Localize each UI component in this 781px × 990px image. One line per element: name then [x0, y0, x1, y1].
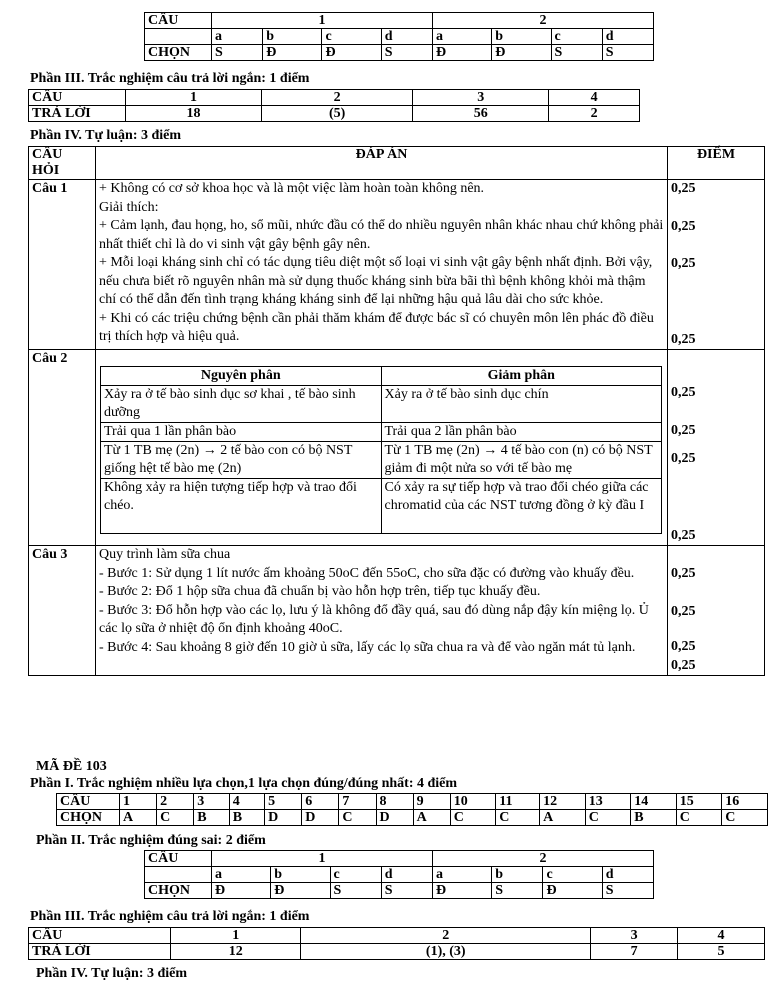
tf-header-2: 2: [432, 851, 653, 867]
score: 0,25: [671, 256, 696, 271]
score: 0,25: [671, 566, 696, 581]
part4-heading: Phần IV. Tự luận: 3 điểm: [30, 128, 182, 143]
p3b-header: 4: [678, 928, 765, 944]
p1-number: 5: [265, 794, 302, 810]
p1-number: 4: [229, 794, 264, 810]
q3-scores: [668, 546, 765, 676]
p3b-header: CÂU: [29, 928, 171, 944]
p1-number: 2: [157, 794, 194, 810]
tf-row-label: CHỌN: [145, 883, 212, 899]
tf-col: d: [381, 29, 432, 45]
tf-answer: Đ: [543, 883, 602, 899]
tf-col: a: [212, 867, 271, 883]
p3-header: 1: [126, 90, 262, 106]
essay-table: [28, 146, 765, 676]
p3-row-label: TRẢ LỜI: [29, 106, 126, 122]
essay-header-cau: CÂU HỎI: [29, 147, 96, 180]
q1-line: + Khi có các triệu chứng bệnh cần phải thăm khám để được bác sĩ có chuyên môn lên phác đồ điều trị thích hợp và hiệu quả.: [99, 310, 654, 344]
p3-answer: 2: [549, 106, 640, 122]
tf-col: a: [212, 29, 263, 45]
tf-col: c: [330, 867, 381, 883]
tf-col: a: [432, 29, 491, 45]
p1-answer: D: [265, 810, 302, 826]
tf-answer: S: [330, 883, 381, 899]
tf-answer: Đ: [492, 45, 551, 61]
p1-number: 8: [376, 794, 413, 810]
p1-number: 9: [413, 794, 450, 810]
p1-answer: C: [585, 810, 631, 826]
p3b-answer: 12: [171, 944, 301, 960]
p1-answer: B: [631, 810, 677, 826]
tf-col: b: [263, 29, 322, 45]
q1-line: Giải thích:: [99, 199, 159, 215]
score: 0,25: [671, 639, 696, 654]
score: 0,25: [671, 422, 696, 438]
p1-number: 14: [631, 794, 677, 810]
p1-answer: B: [194, 810, 229, 826]
p1-answer: B: [229, 810, 264, 826]
compare-cell: Từ 1 TB mẹ (2n) → 4 tế bào con (n) có bộ NST giảm đi một nửa so với tế bào mẹ: [381, 442, 662, 479]
p1-answer: A: [413, 810, 450, 826]
p1-number: 7: [339, 794, 376, 810]
tf-col: b: [271, 867, 330, 883]
p1-row-label: CHỌN: [57, 810, 120, 826]
p1-answer: A: [540, 810, 586, 826]
tf-col: c: [543, 867, 602, 883]
tf-header-cau: CÂU: [145, 13, 212, 29]
q1-scores: [668, 180, 765, 350]
top-tf-table: [144, 12, 654, 61]
tf-answer: Đ: [432, 45, 491, 61]
tf-blank: [145, 29, 212, 45]
p3-header: 3: [413, 90, 549, 106]
p1-number: 1: [120, 794, 157, 810]
p1-number: 12: [540, 794, 586, 810]
tf-answer: S: [602, 45, 653, 61]
p1-number: 3: [194, 794, 229, 810]
p3-answer: 56: [413, 106, 549, 122]
q3-line: - Bước 3: Đổ hỗn hợp vào các lọ, lưu ý là không đổ đầy quá, sau đó dùng nắp đậy kín miệng lọ. Ủ các lọ sữa ở nhiệt độ ổn định khoảng 40oC.: [99, 602, 649, 636]
tf-header-cau: CÂU: [145, 851, 212, 867]
part4b-heading: Phần IV. Tự luận: 3 điểm: [36, 966, 188, 981]
p3-header: CÂU: [29, 90, 126, 106]
tf-col: d: [381, 867, 432, 883]
p1-answer: C: [339, 810, 376, 826]
tf-col: c: [322, 29, 381, 45]
p3b-answer: (1), (3): [301, 944, 591, 960]
tf-answer: S: [551, 45, 602, 61]
tf-header-1: 1: [212, 13, 433, 29]
tf-col: b: [492, 867, 543, 883]
p1-number: 11: [496, 794, 540, 810]
part1-heading: Phần I. Trắc nghiệm nhiều lựa chọn,1 lựa chọn đúng/đúng nhất: 4 điểm: [30, 776, 458, 791]
tf-answer: S: [602, 883, 653, 899]
tf-col: d: [602, 867, 653, 883]
p3b-header: 1: [171, 928, 301, 944]
tf-answer: Đ: [212, 883, 271, 899]
q2-answer: [96, 350, 668, 546]
p3b-answer: 7: [591, 944, 678, 960]
q3-line: - Bước 1: Sử dụng 1 lít nước ấm khoảng 50oC đến 55oC, cho sữa đặc có đường vào khuấy đều.: [99, 565, 635, 581]
p1-answer: C: [496, 810, 540, 826]
tf-answer: S: [492, 883, 543, 899]
tf-header-2: 2: [432, 13, 653, 29]
p1-answer: C: [676, 810, 722, 826]
q2-label: Câu 2: [29, 350, 96, 546]
score: 0,25: [671, 181, 696, 196]
p1-answer: D: [302, 810, 339, 826]
part1-table: [56, 793, 768, 826]
score: 0,25: [671, 385, 696, 400]
compare-cell: Từ 1 TB mẹ (2n) → 2 tế bào con có bộ NST giống hệt tế bào mẹ (2n): [101, 442, 382, 479]
part3b-table: [28, 927, 765, 960]
q2-scores: [668, 350, 765, 546]
part3b-heading: Phần III. Trắc nghiệm câu trả lời ngắn: 1 điểm: [30, 909, 310, 924]
compare-cell: Xảy ra ở tế bào sinh dục chín: [381, 386, 662, 423]
tf-col: d: [602, 29, 653, 45]
score: 0,25: [671, 451, 696, 466]
q1-line: + Cảm lạnh, đau họng, ho, sổ mũi, nhức đầu có thể do nhiều nguyên nhân khác nhau chứ không phải nhất thiết chỉ là do vi sinh vật gây bệnh gây nên.: [99, 218, 664, 252]
q1-answer: [96, 180, 668, 350]
essay-header-diem: ĐIỂM: [668, 147, 765, 180]
p3b-header: 3: [591, 928, 678, 944]
score: 0,25: [671, 218, 696, 234]
compare-cell: Có xảy ra sự tiếp hợp và trao đổi chéo giữa các chromatid của các NST tương đồng ở kỳ đầu I: [381, 479, 662, 534]
p1-number: 15: [676, 794, 722, 810]
tf-answer: Đ: [322, 45, 381, 61]
tf-blank: [145, 867, 212, 883]
p3b-row-label: TRẢ LỜI: [29, 944, 171, 960]
q1-label: Câu 1: [29, 180, 96, 350]
p3b-answer: 5: [678, 944, 765, 960]
p3-answer: 18: [126, 106, 262, 122]
p1-answer: C: [722, 810, 768, 826]
tf-answer: Đ: [432, 883, 491, 899]
p1-answer: C: [450, 810, 496, 826]
compare-header-right: Giảm phân: [381, 367, 662, 386]
tf-answer: Đ: [263, 45, 322, 61]
score: 0,25: [671, 657, 696, 673]
p3-answer: (5): [262, 106, 413, 122]
ma-de: MÃ ĐỀ 103: [36, 759, 107, 774]
part3-table: [28, 89, 640, 122]
p1-answer: D: [376, 810, 413, 826]
compare-cell: Xảy ra ở tế bào sinh dục sơ khai , tế bào sinh dưỡng: [101, 386, 382, 423]
tf-header-1: 1: [212, 851, 433, 867]
tf-col: b: [492, 29, 551, 45]
part3-heading: Phần III. Trắc nghiệm câu trả lời ngắn: 1 điểm: [30, 71, 310, 86]
p1-header: CÂU: [57, 794, 120, 810]
score: 0,25: [671, 603, 696, 619]
q3-line: - Bước 2: Đổ 1 hộp sữa chua đã chuẩn bị vào hỗn hợp trên, tiếp tục khuấy đều.: [99, 584, 541, 599]
essay-header-dapan: ĐÁP ÁN: [96, 147, 668, 180]
tf-row-label: CHỌN: [145, 45, 212, 61]
q3-label: Câu 3: [29, 546, 96, 676]
p3-header: 2: [262, 90, 413, 106]
tf-answer: S: [212, 45, 263, 61]
bottom-tf-table: [144, 850, 654, 899]
q3-answer: [96, 546, 668, 676]
p1-answer: C: [157, 810, 194, 826]
q1-line: + Mỗi loại kháng sinh chỉ có tác dụng tiêu diệt một số loại vi sinh vật gây bệnh nhất định. Bởi vậy, nếu chưa biết rõ nguyên nhân mà sử dụng thuốc kháng sinh bừa bãi thì bệnh không khỏi mà thậm chí có thể dẫn đến tình trạng kháng kháng sinh để lại những hậu quả lâu dài cho sức khỏe.: [99, 255, 653, 307]
q3-line: - Bước 4: Sau khoảng 8 giờ đến 10 giờ ủ sữa, lấy các lọ sữa chua ra và để vào ngăn mát tủ lạnh.: [99, 639, 636, 655]
score: 0,25: [671, 331, 696, 347]
p1-number: 6: [302, 794, 339, 810]
compare-cell: Trải qua 2 lần phân bào: [381, 423, 662, 442]
q2-compare-table: [100, 366, 662, 534]
p1-answer: A: [120, 810, 157, 826]
tf-answer: S: [381, 45, 432, 61]
compare-cell: Trải qua 1 lần phân bào: [101, 423, 382, 442]
p3-header: 4: [549, 90, 640, 106]
p1-number: 16: [722, 794, 768, 810]
compare-cell: Không xảy ra hiện tượng tiếp hợp và trao đổi chéo.: [101, 479, 382, 534]
score: 0,25: [671, 527, 696, 543]
part2-heading: Phần II. Trắc nghiệm đúng sai: 2 điểm: [36, 833, 266, 848]
tf-col: a: [432, 867, 491, 883]
p1-number: 10: [450, 794, 496, 810]
tf-answer: Đ: [271, 883, 330, 899]
tf-col: c: [551, 29, 602, 45]
p1-number: 13: [585, 794, 631, 810]
p3b-header: 2: [301, 928, 591, 944]
q1-line: + Không có cơ sở khoa học và là một việc làm hoàn toàn không nên.: [99, 181, 485, 196]
compare-header-left: Nguyên phân: [101, 367, 382, 386]
tf-answer: S: [381, 883, 432, 899]
q3-line: Quy trình làm sữa chua: [99, 547, 231, 562]
